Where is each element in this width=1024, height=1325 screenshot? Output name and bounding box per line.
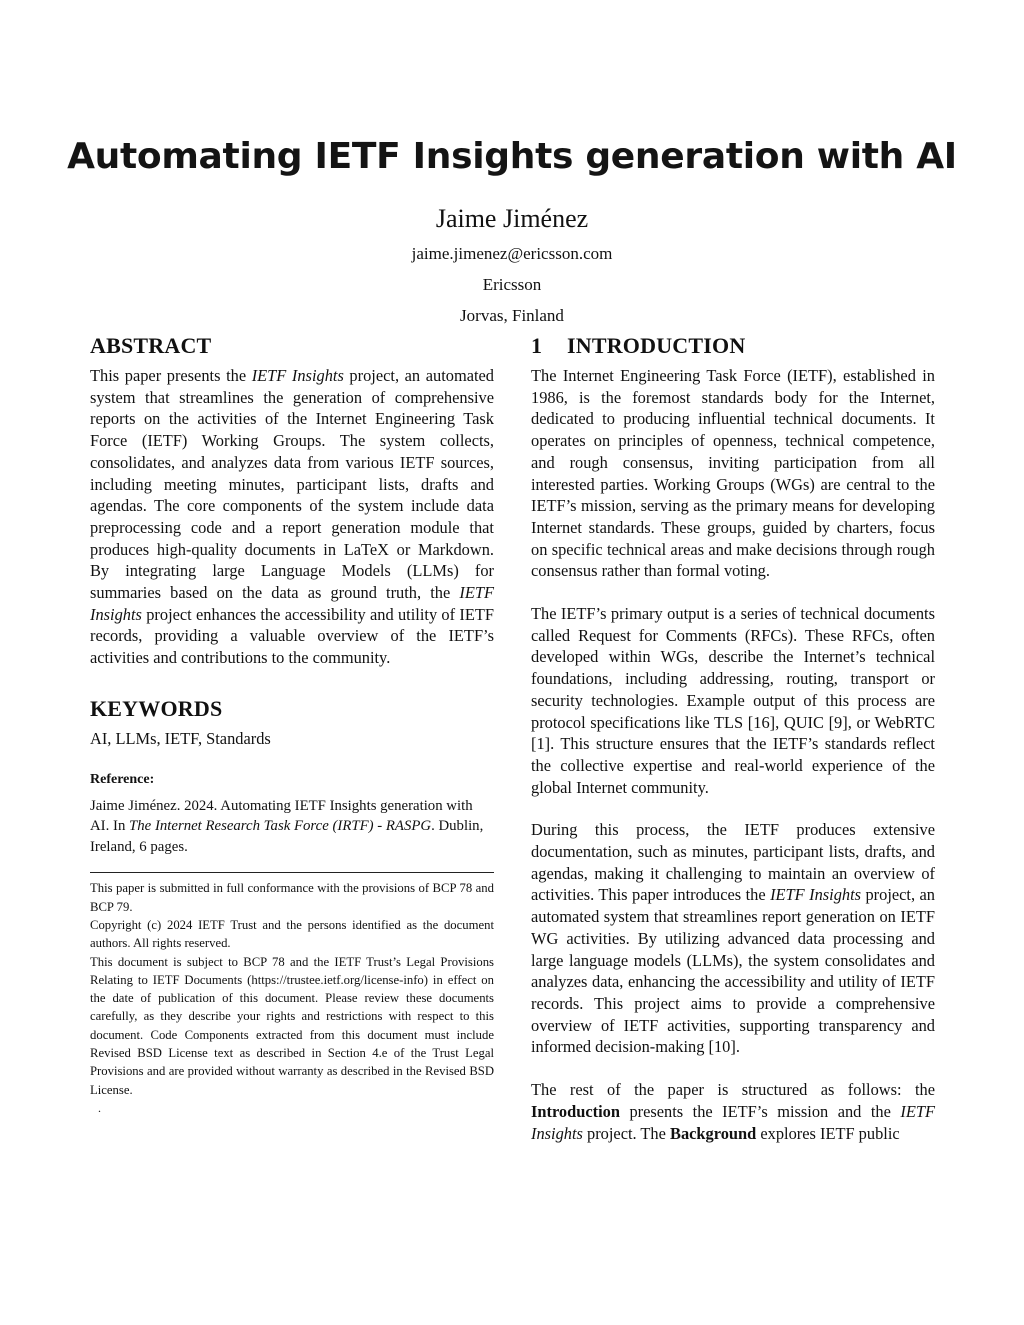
intro-text-part: project. The [582,1123,671,1143]
left-column [90,330,494,1115]
footnote-license: This document is subject to BCP 78 and the IETF Trust’s Legal Provisions Relating to IETF Documents (https://trustee.ietf.org/license-info) in effect on the date of publication of this document. Please review these documents carefully, as they describe your rights and restrictions with respect to this document. Code Components extracted from this document must include Revised BSD License text as described in Section 4.e of the Trust Legal Provisions and are provided without warranty as described in the Revised BSD License. [90,954,494,1097]
intro-text-part: presents the IETF’s mission and the [619,1101,901,1121]
section-title: INTRODUCTION [567,333,746,358]
intro-text-part: project, an automated system that streamlines report generation on IETF WG activities. By utilizing advanced data processing and large language models (LLMs), the system consolidates and analyzes data, enhancing the accessibility and utility of IETF records. This project aims to provide a comprehensive overview of IETF activities, supporting transparency and informed decision-making [10]. [531,885,936,1057]
intro-text-part: The rest of the paper is structured as follows: the [531,1080,935,1100]
introduction-heading [531,330,935,362]
author-affiliation: Ericsson [482,275,542,294]
intro-project-name: IETF Insights [531,1101,935,1143]
intro-paragraph-1: The Internet Engineering Task Force (IETF), established in 1986, is the foremost standards body for the Internet, dedicated to producing influential technical documents. It operates on principles of openness, technical competence, and rough consensus, inviting participation from all interested parties. Working Groups (WGs) are central to the IETF’s mission, serving as the primary means for developing Internet standards. These groups, guided by charters, focus on specific technical areas and make decisions through rough consensus rather than formal voting. [531,366,935,581]
paper-title: Automating IETF Insights generation with AI [67,136,957,177]
footnote-divider [90,872,494,873]
intro-paragraph-3 [531,819,935,1058]
abstract-project-name: IETF Insights [90,583,494,624]
abstract-project-name: IETF Insights [251,366,344,385]
reference-text-part: Jaime Jiménez. 2024. Automating IETF Insights generation with AI. In [90,797,473,835]
footnote-conformance: This paper is submitted in full conformance with the provisions of BCP 78 and BCP 79. [90,881,494,914]
author-location: Jorvas, Finland [460,306,564,325]
reference-venue: The Internet Research Task Force (IRTF) - RASPG [129,818,432,835]
author-name: Jaime Jiménez [435,204,589,233]
author-email: jaime.jimenez@ericsson.com [411,244,613,263]
reference-text-part: . Dublin, Ireland, 6 pages. [90,818,484,855]
abstract-text [90,365,494,669]
abstract-text-part: project enhances the accessibility and utility of IETF records, providing a valuable overview of the IETF’s activities and contributions to the community. [90,604,494,668]
reference-heading: Reference: [90,771,155,787]
intro-paragraph-4 [531,1079,935,1144]
intro-text-part: explores IETF public [756,1123,900,1143]
footnote-dot: . [98,1100,101,1115]
abstract-text-part: This paper presents the [90,366,252,385]
intro-paragraph-2: The IETF’s primary output is a series of technical documents called Request for Comments (RFCs). These RFCs, often developed within WGs, describe the Internet’s technical foundations, including addressing, routing, transport or security technologies. Example output of this process are protocol specifications like TLS [16], QUIC [9], or WebRTC [1]. This structure ensures that the IETF’s standards reflect the collective expertise and real-world experience of the global Internet community. [531,604,935,797]
intro-project-name: IETF Insights [770,885,862,905]
intro-bold-term: Introduction [531,1101,620,1121]
section-number: 1 [531,333,543,358]
keywords-text: AI, LLMs, IETF, Standards [90,728,271,748]
footnote-copyright: Copyright (c) 2024 IETF Trust and the persons identified as the document authors. All rights reserved. [90,917,494,951]
right-column [531,330,935,1144]
reference-text [90,796,494,858]
intro-text-part: During this process, the IETF produces extensive documentation, such as minutes, participant lists, drafts, and agendas, making it challenging to maintain an overview of activities. This paper introduces the [531,820,935,905]
keywords-heading: KEYWORDS [90,695,223,721]
abstract-text-part: project, an automated system that streamlines the generation of comprehensive reports on the activities of the Internet Engineering Task Force (IETF) Working Groups. The system collects, consolidates, and analyzes data from various IETF sources, including meeting minutes, participant lists, drafts and agendas. The core components of the system include data preprocessing code and a report generation module that produces high-quality documents in LaTeX or Markdown. By integrating large Language Models (LLMs) for summaries based on the data as ground truth, the [90,366,494,603]
intro-bold-term: Background [670,1123,757,1143]
abstract-heading: ABSTRACT [90,333,212,358]
author-block [212,200,812,331]
